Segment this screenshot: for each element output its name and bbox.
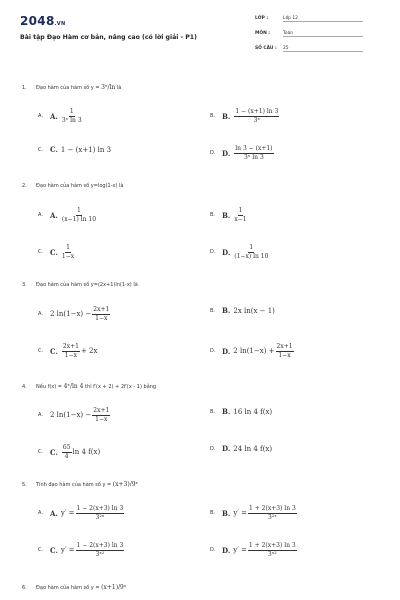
denominator: (1−x) ln 10 bbox=[234, 253, 269, 260]
option-expression bbox=[61, 108, 83, 124]
question-suffix: là bbox=[115, 85, 122, 91]
option-expression bbox=[50, 407, 111, 423]
fraction bbox=[234, 108, 279, 124]
option-1-c[interactable] bbox=[38, 145, 111, 154]
option-expression bbox=[61, 542, 125, 558]
option-expression bbox=[233, 408, 272, 416]
option-letter-bold: C. bbox=[50, 346, 58, 356]
question-number: 2. bbox=[22, 183, 27, 189]
question-4 bbox=[22, 383, 156, 390]
option-expression bbox=[233, 244, 269, 260]
option-2-c[interactable] bbox=[38, 244, 75, 260]
option-letter: A. bbox=[38, 412, 43, 418]
numerator: 1 − 2(x+3) ln 3 bbox=[76, 542, 124, 549]
option-1-d[interactable] bbox=[210, 145, 275, 161]
fraction bbox=[234, 244, 268, 260]
option-letter: B. bbox=[210, 510, 216, 516]
fraction bbox=[234, 145, 273, 161]
question-text: Nếu f(x) = bbox=[36, 384, 64, 390]
meta-subject: MÔN : Toán bbox=[255, 31, 375, 37]
question-number: 3. bbox=[22, 282, 27, 288]
option-letter-bold: D. bbox=[222, 148, 231, 158]
numerator: 2x+1 bbox=[93, 407, 110, 414]
question-text: Đạo hàm của hàm số y=log(1-x) là bbox=[36, 183, 124, 189]
option-letter: C. bbox=[38, 249, 44, 255]
numerator: 1 bbox=[249, 244, 254, 251]
option-letter: D. bbox=[210, 445, 216, 452]
option-4-c[interactable] bbox=[38, 444, 100, 460]
question-5 bbox=[22, 481, 138, 488]
fraction bbox=[276, 343, 294, 359]
expr-prefix: y′ = bbox=[233, 509, 247, 517]
question-expression: (x+3)/9ˣ bbox=[112, 481, 139, 488]
question-number: 5. bbox=[22, 482, 27, 488]
option-3-a[interactable] bbox=[38, 306, 111, 322]
fraction bbox=[62, 244, 74, 260]
option-letter: C. bbox=[38, 547, 44, 553]
question-6 bbox=[22, 584, 126, 591]
option-letter-bold: D. bbox=[222, 444, 231, 453]
option-letter: B. bbox=[210, 408, 216, 415]
option-letter: D. bbox=[210, 348, 216, 354]
option-4-d[interactable] bbox=[210, 444, 272, 453]
option-letter-bold: A. bbox=[50, 111, 58, 121]
option-expression bbox=[61, 505, 125, 521]
numerator: 2x+1 bbox=[62, 343, 79, 350]
meta-class: LỚP : Lớp 12 bbox=[255, 16, 375, 22]
option-5-a[interactable] bbox=[38, 505, 125, 521]
option-2-a[interactable] bbox=[38, 207, 97, 223]
option-expression bbox=[50, 306, 111, 322]
option-letter-bold: C. bbox=[50, 545, 58, 555]
numerator: 1 bbox=[77, 207, 81, 214]
denominator: 3ˣ² bbox=[95, 551, 105, 558]
option-5-c[interactable] bbox=[38, 542, 125, 558]
numerator: 1 + 2(x+3) ln 3 bbox=[249, 505, 296, 512]
site-logo[interactable]: 2048.VN bbox=[20, 14, 66, 28]
option-expression bbox=[233, 307, 275, 315]
option-letter: C. bbox=[38, 146, 44, 153]
expr-prefix: y′ = bbox=[233, 546, 247, 554]
denominator: 1−x bbox=[61, 253, 75, 260]
fraction bbox=[92, 306, 110, 322]
expr-text: 2x ln(x − 1) bbox=[233, 306, 275, 315]
option-letter: C. bbox=[38, 449, 44, 455]
option-letter-bold: C. bbox=[50, 247, 58, 257]
option-3-c[interactable] bbox=[38, 343, 97, 359]
denominator: 3²ˣ bbox=[268, 514, 277, 521]
expr-text: 1 − (x+1) ln 3 bbox=[60, 145, 112, 154]
option-letter: A. bbox=[38, 212, 43, 218]
option-letter: D. bbox=[210, 547, 216, 553]
option-expression bbox=[61, 244, 75, 260]
expr-prefix: 2 ln(1−x) − bbox=[50, 411, 92, 419]
option-5-d[interactable] bbox=[210, 542, 298, 558]
question-text: Tính đạo hàm của hàm số y = bbox=[36, 482, 113, 488]
option-expression bbox=[233, 343, 294, 359]
option-3-d[interactable] bbox=[210, 343, 295, 359]
denominator: x−1 bbox=[234, 216, 247, 223]
question-number: 4. bbox=[22, 384, 27, 390]
numerator: 2x+1 bbox=[276, 343, 293, 350]
denominator: 1−x bbox=[64, 352, 78, 359]
numerator: 1 bbox=[66, 244, 70, 251]
fraction bbox=[62, 108, 82, 124]
option-2-d[interactable] bbox=[210, 244, 269, 260]
numerator: 65 bbox=[62, 444, 71, 451]
denominator: 3ˣ² bbox=[267, 551, 277, 558]
option-letter: A. bbox=[38, 510, 43, 516]
option-expression bbox=[233, 505, 297, 521]
option-4-a[interactable] bbox=[38, 407, 111, 423]
option-letter-bold: B. bbox=[222, 508, 231, 518]
fraction bbox=[76, 505, 125, 521]
denominator: (x−1) ln 10 bbox=[61, 216, 97, 223]
option-letter: A. bbox=[38, 113, 43, 119]
question-number: 1. bbox=[22, 85, 27, 91]
fraction bbox=[234, 207, 246, 223]
denominator: 3ˣ ln 3 bbox=[61, 117, 82, 124]
option-letter-bold: C. bbox=[50, 447, 58, 457]
option-letter: B. bbox=[210, 113, 216, 119]
option-2-b[interactable] bbox=[210, 207, 248, 223]
question-expression: 4ˣ/ln 4 bbox=[63, 383, 84, 390]
option-letter: D. bbox=[210, 150, 216, 156]
meta-question-count: SỐ CÂU : 25 bbox=[255, 46, 375, 52]
option-letter: A. bbox=[38, 311, 43, 317]
denominator: 3ˣ ln 3 bbox=[244, 154, 264, 161]
fraction bbox=[76, 542, 125, 558]
question-suffix: thì f′(x + 2) + 2f′(x - 1) bằng bbox=[83, 384, 157, 390]
option-letter-bold: A. bbox=[50, 210, 58, 220]
option-letter: C. bbox=[38, 348, 44, 354]
fraction bbox=[248, 542, 297, 558]
numerator: ln 3 − (x+1) bbox=[235, 145, 273, 152]
expr-prefix: 2 ln(1−x) + bbox=[233, 347, 275, 355]
question-expression: (x+1)/9ˣ bbox=[101, 584, 127, 591]
option-letter-bold: D. bbox=[222, 545, 231, 555]
denominator: 1−x bbox=[95, 416, 108, 423]
question-2 bbox=[22, 183, 123, 189]
option-5-b[interactable] bbox=[210, 505, 298, 521]
question-3 bbox=[22, 282, 138, 288]
fraction bbox=[92, 407, 110, 423]
option-expression bbox=[233, 445, 272, 453]
fraction bbox=[248, 505, 297, 521]
option-3-b[interactable] bbox=[210, 306, 275, 315]
numerator: 1 − 2(x+3) ln 3 bbox=[76, 505, 124, 512]
fraction bbox=[62, 444, 72, 460]
question-text: Đạo hàm của hàm số y = bbox=[36, 85, 102, 91]
denominator: 3²ˣ bbox=[95, 514, 105, 521]
document-title: Bài tập Đạo Hàm cơ bản, nâng cao (có lời giải - P1) bbox=[20, 34, 197, 41]
option-expression bbox=[233, 207, 247, 223]
option-letter-bold: B. bbox=[222, 111, 231, 121]
document-header bbox=[0, 0, 400, 62]
question-text: Đạo hàm của hàm số y = bbox=[36, 585, 102, 591]
expr-prefix: 2 ln(1−x) − bbox=[50, 310, 92, 318]
denominator: 4 bbox=[64, 453, 69, 460]
option-expression bbox=[61, 146, 111, 154]
option-1-a[interactable] bbox=[38, 108, 83, 124]
numerator: 1 − (x+1) ln 3 bbox=[235, 108, 279, 115]
expr-prefix: y′ = bbox=[60, 509, 75, 517]
numerator: 1 bbox=[69, 108, 74, 115]
numerator: 1 bbox=[238, 207, 243, 214]
expr-prefix: y′ = bbox=[60, 546, 75, 554]
fraction bbox=[62, 207, 96, 223]
option-letter-bold: D. bbox=[222, 346, 231, 356]
option-letter: D. bbox=[210, 249, 216, 255]
option-expression bbox=[233, 145, 274, 161]
option-letter-bold: D. bbox=[222, 247, 231, 257]
question-expression: 3ˣ/ln bbox=[101, 84, 116, 91]
option-letter-bold: A. bbox=[50, 508, 58, 518]
option-letter: B. bbox=[210, 212, 216, 218]
option-letter-bold: C. bbox=[50, 145, 58, 154]
question-text: Đạo hàm của hàm số y=(2x+1)ln(1-x) là bbox=[36, 282, 138, 288]
denominator: 3ˣ bbox=[253, 117, 261, 124]
question-1 bbox=[22, 84, 121, 91]
denominator: 1−x bbox=[278, 352, 291, 359]
numerator: 1 + 2(x+3) ln 3 bbox=[248, 542, 296, 549]
option-expression bbox=[61, 343, 98, 359]
option-letter-bold: B. bbox=[222, 306, 231, 315]
option-letter-bold: B. bbox=[222, 407, 231, 416]
fraction bbox=[62, 343, 80, 359]
option-expression bbox=[233, 108, 280, 124]
option-letter-bold: B. bbox=[222, 210, 231, 220]
expr-text: 16 ln 4 f(x) bbox=[233, 407, 273, 416]
expr-suffix: ln 4 f(x) bbox=[72, 448, 101, 456]
numerator: 2x+1 bbox=[93, 306, 110, 313]
option-expression bbox=[61, 207, 97, 223]
option-expression bbox=[233, 542, 297, 558]
option-letter: B. bbox=[210, 307, 216, 314]
expr-suffix: + 2x bbox=[80, 347, 98, 355]
expr-text: 24 ln 4 f(x) bbox=[233, 444, 273, 453]
option-1-b[interactable] bbox=[210, 108, 280, 124]
option-expression bbox=[61, 444, 100, 460]
option-4-b[interactable] bbox=[210, 407, 272, 416]
question-number: 6. bbox=[22, 585, 27, 591]
denominator: 1−x bbox=[95, 315, 108, 322]
